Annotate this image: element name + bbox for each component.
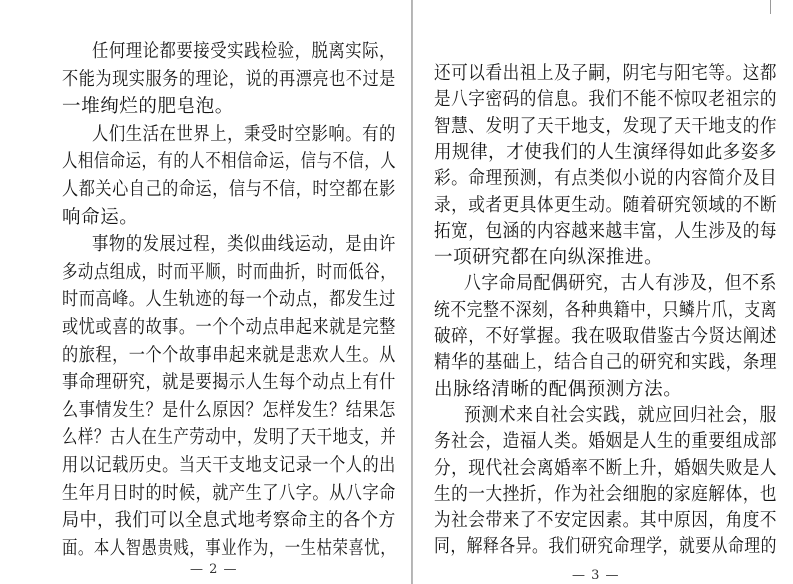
- text-line: 人们生活在世界上，秉受时空影响。有的: [92, 123, 396, 145]
- text-line: 的旅程，一个个故事串起来就是悲欢人生。从: [62, 344, 396, 366]
- text-line: 预测术来自社会实践，就应回归社会，服: [464, 404, 777, 426]
- text-line: 人相信命运，有的人不相信命运，信与不信，人: [62, 151, 397, 173]
- text-line: 生年月日时的时候，就产生了八字。从八字命: [62, 482, 396, 504]
- text-line: 拓宽，包涵的内容越来越丰富，人生涉及的每: [434, 220, 778, 242]
- text-line: 面。本人智愚贵贱，事业作为，一生枯荣喜忧，: [62, 537, 397, 559]
- text-line: 不能为现实服务的理论，说的再漂亮也不过是: [62, 68, 396, 90]
- text-line: 彩。命理预测，有点类似小说的内容简介及目: [434, 168, 778, 190]
- text-line: 用以记载历史。当天干支地支记录一个人的出: [62, 455, 396, 476]
- text-line: 么事情发生？是什么原因？怎样发生？结果怎: [62, 399, 396, 421]
- right-page: [412, 0, 793, 584]
- text-line: 么样？古人在生产劳动中，发明了天干地支，并: [62, 427, 397, 449]
- text-line: 智慧、发明了天干地支，发现了天干地支的作: [434, 115, 778, 137]
- text-line: 出脉络清晰的配偶预测方法。: [434, 378, 683, 400]
- text-line: 破碎，不好掌握。我在吸取借鉴古今贤达阐述: [434, 326, 778, 347]
- text-line: 响命运。: [62, 206, 139, 228]
- text-line: 为社会带来了不安定因素。其中原因，角度不: [434, 510, 778, 532]
- text-line: 任何理论都要接受实践检验，脱离实际，: [92, 41, 396, 62]
- text-line: 还可以看出祖上及子嗣，阴宅与阳宅等。这都: [434, 63, 778, 84]
- text-line: 事命理研究，就是要揭示人生每个动点上有什: [62, 372, 396, 394]
- text-line: 局中，我们可以全息式地考察命主的各个方: [62, 510, 396, 532]
- text-line: 精华的基础上，结合自己的研究和实践，条理: [434, 352, 778, 374]
- text-line: 或忧或喜的故事。一个个动点串起来就是完整: [62, 317, 396, 338]
- text-line: 时而高峰。人生轨迹的每一个动点，都发生过: [62, 289, 396, 311]
- page-number: — 2 —: [190, 562, 238, 577]
- text-line: 统不完整不深刻，各种典籍中，只鳞片爪，支离: [434, 299, 777, 321]
- text-line: 多动点组成，时而平顺，时而曲折，时而低谷，: [62, 261, 397, 283]
- text-line: 生的一大挫折，作为社会细胞的家庭解体，也: [434, 483, 778, 505]
- text-line: 是八字密码的信息。我们不能不惊叹老祖宗的: [434, 89, 778, 111]
- text-line: 人都关心自己的命运，信与不信，时空都在影: [62, 179, 396, 200]
- text-line: 同，解释各异。我们研究命理学，就要从命理的: [434, 536, 777, 558]
- text-line: 用规律，才使我们的人生演绎得如此多姿多: [434, 141, 777, 163]
- text-line: 一堆绚烂的肥皂泡。: [62, 96, 234, 118]
- text-line: 一项研究都在向纵深推进。: [434, 247, 664, 269]
- page-number: — 3 —: [572, 568, 620, 583]
- text-line: 事物的发展过程，类似曲线运动，是由许: [92, 234, 396, 256]
- text-line: 务社会，造福人类。婚姻是人生的重要组成部: [434, 431, 778, 453]
- text-line: 录，或者更具体更生动。随着研究领域的不断: [434, 194, 778, 216]
- text-line: 八字命局配偶研究，古人有涉及，但不系: [464, 273, 777, 295]
- text-line: 分，现代社会离婚率不断上升，婚姻失败是人: [434, 457, 778, 479]
